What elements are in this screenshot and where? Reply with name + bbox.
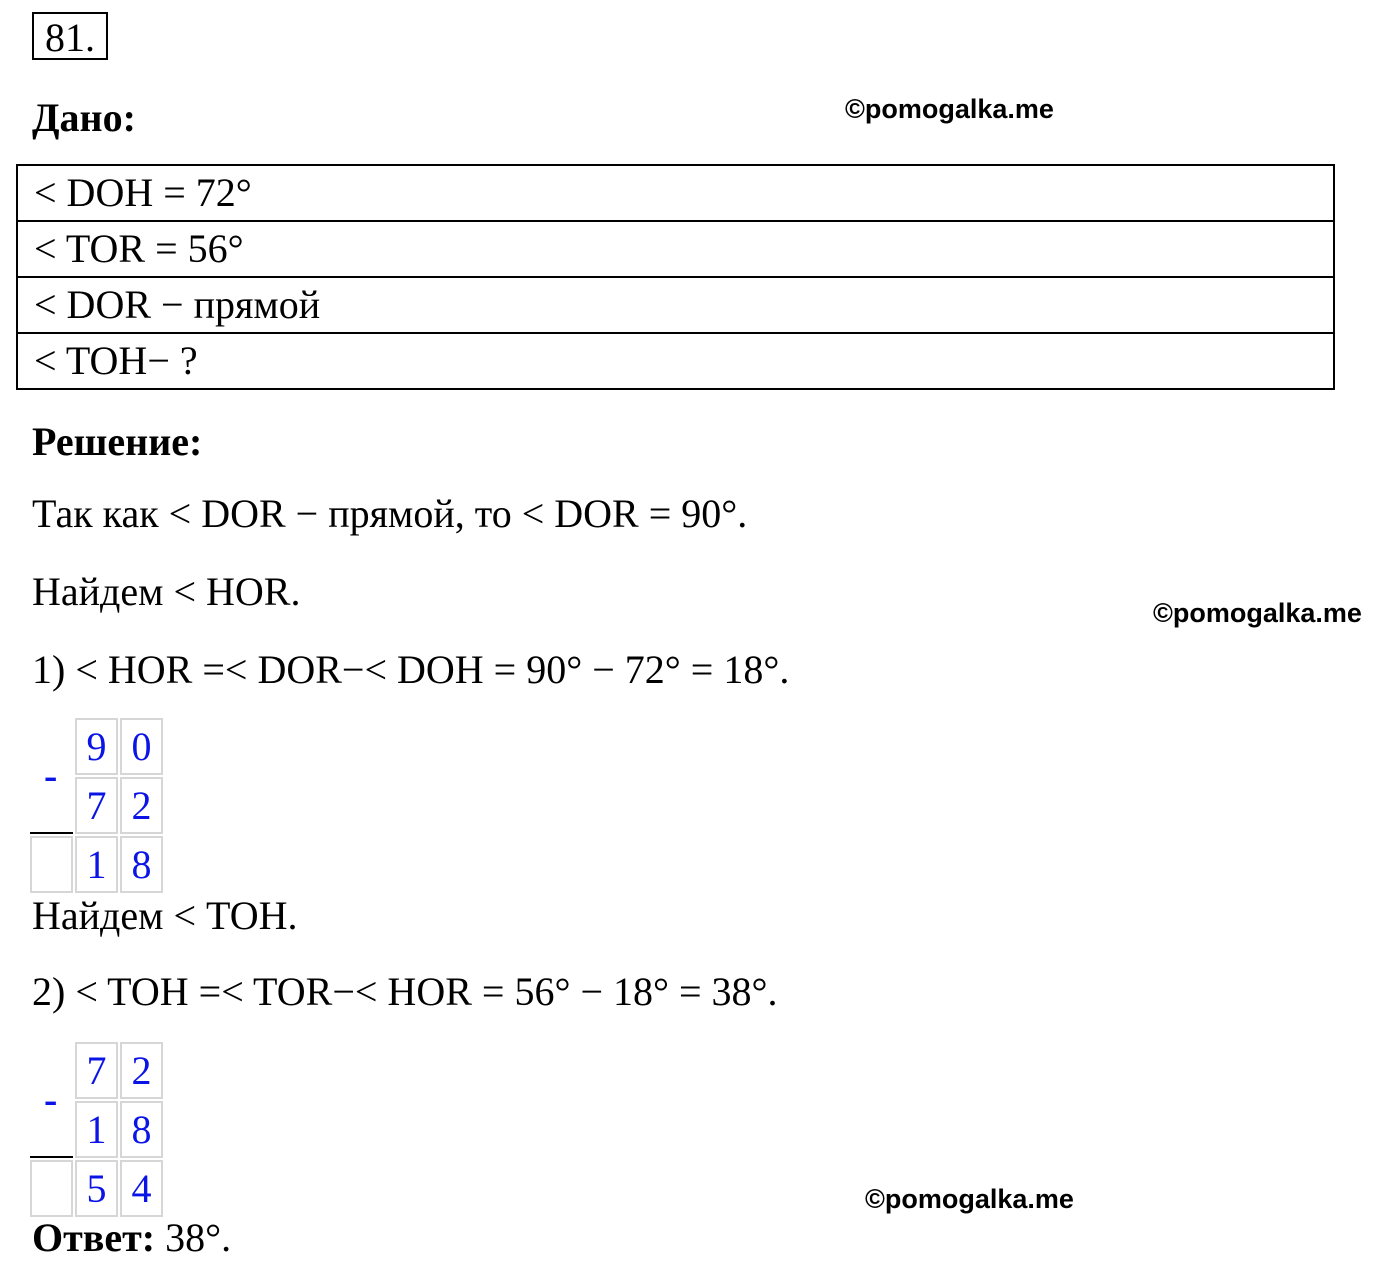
solution-line-5: 2) < TOH =< TOR−< HOR = 56° − 18° = 38°. — [32, 969, 778, 1014]
column-subtraction-2 — [28, 1040, 165, 1219]
calc-digit: 7 — [75, 1042, 118, 1099]
answer — [32, 1214, 231, 1261]
given-cell: < DOR − прямой — [17, 277, 1334, 333]
calc-digit: 2 — [120, 777, 163, 834]
calc-digit: 7 — [75, 777, 118, 834]
calc-digit: 8 — [120, 1101, 163, 1158]
given-row — [17, 221, 1334, 277]
solution-line-4: Найдем < TOH. — [32, 893, 298, 938]
answer-label: Ответ: — [32, 1215, 156, 1260]
calc-digit: 2 — [120, 1042, 163, 1099]
calc-digit: 1 — [75, 836, 118, 893]
solution-line-1: Так как < DOR − прямой, то < DOR = 90°. — [32, 491, 748, 536]
calc-digit: 4 — [120, 1160, 163, 1217]
given-row — [17, 165, 1334, 221]
minus-sign: - — [44, 753, 58, 798]
problem-number: 81. — [32, 12, 108, 60]
given-cell: < TOH− ? — [17, 333, 1334, 389]
given-row — [17, 333, 1334, 389]
minus-sign: - — [44, 1077, 58, 1122]
watermark-1: ©pomogalka.me — [845, 94, 1054, 124]
given-heading: Дано: — [32, 95, 136, 140]
given-row — [17, 277, 1334, 333]
calc-digit: 5 — [75, 1160, 118, 1217]
given-cell: < TOR = 56° — [17, 221, 1334, 277]
given-table — [16, 164, 1335, 390]
calc-digit: 9 — [75, 718, 118, 775]
given-cell: < DOH = 72° — [17, 165, 1334, 221]
calc-digit: 8 — [120, 836, 163, 893]
solution-line-3: 1) < HOR =< DOR−< DOH = 90° − 72° = 18°. — [32, 647, 790, 692]
solution-heading: Решение: — [32, 419, 203, 464]
calc-blank-cell — [30, 1160, 73, 1217]
calc-blank-cell — [30, 836, 73, 893]
watermark-2: ©pomogalka.me — [1153, 598, 1362, 628]
watermark-3: ©pomogalka.me — [865, 1184, 1074, 1214]
answer-value: 38°. — [165, 1215, 232, 1260]
solution-line-2: Найдем < HOR. — [32, 569, 301, 614]
column-subtraction-1 — [28, 716, 165, 895]
calc-digit: 0 — [120, 718, 163, 775]
calc-digit: 1 — [75, 1101, 118, 1158]
